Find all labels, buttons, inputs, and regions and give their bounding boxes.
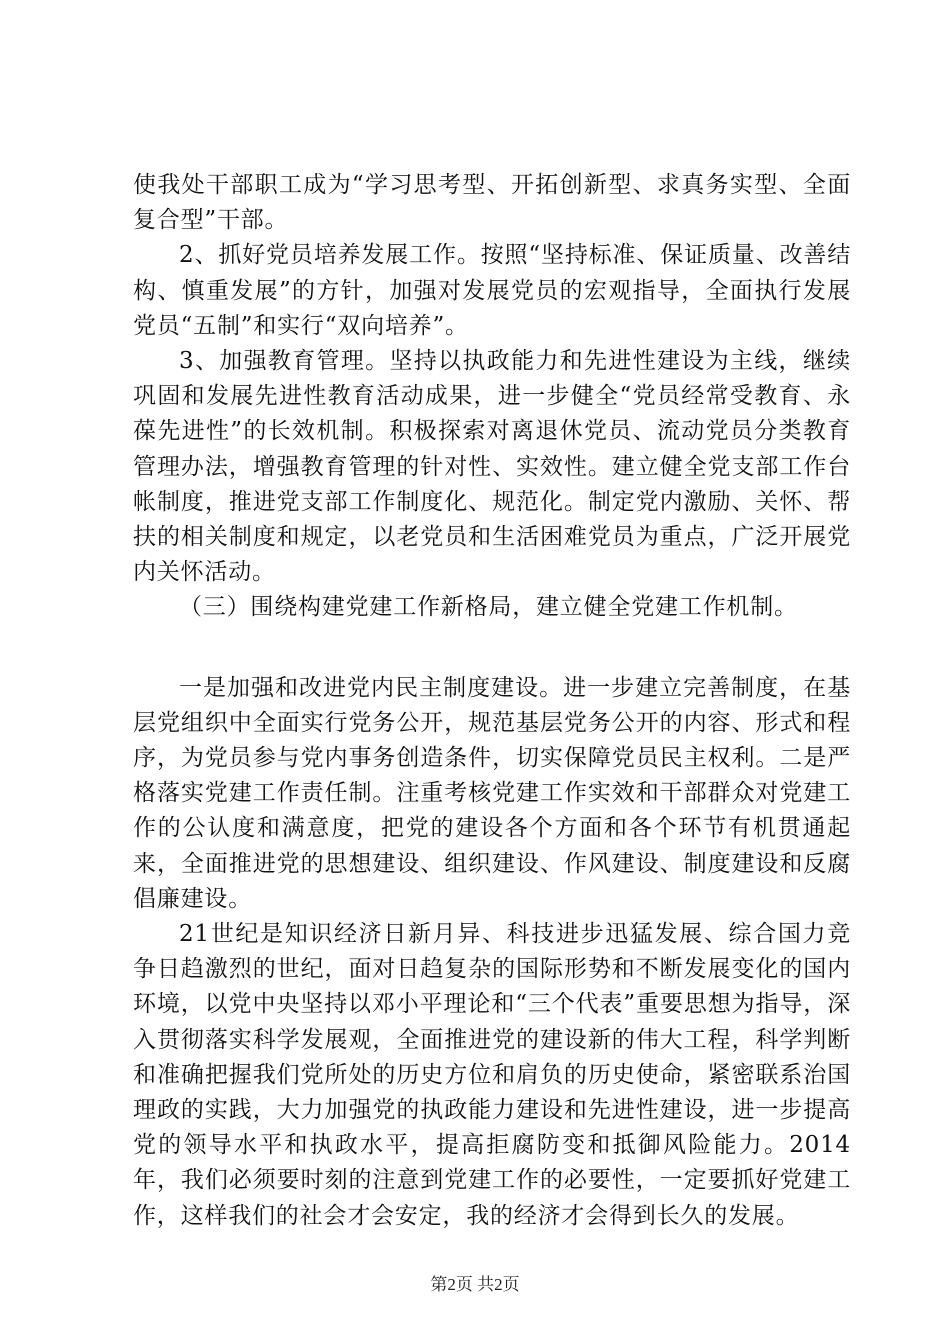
paragraph-item-2: 2、抓好党员培养发展工作。按照“坚持标准、保证质量、改善结构、慎重发展”的方针，加强对发展党员的宏观指导，全面执行发展党员“五制”和实行“双向培养”。: [133, 242, 851, 339]
page-footer: 第2页 共2页: [430, 1275, 520, 1294]
section-heading-3: （三）围绕构建党建工作新格局，建立健全党建工作机制。: [179, 594, 798, 621]
paragraph-conclusion: 21世纪是知识经济日新月异、科技进步迅猛发展、综合国力竞争日趋激烈的世纪，面对日趋复杂的国际形势和不断发展变化的国内环境，以党中央坚持以邓小平理论和“三个代表”重要思想为指导，深入贯彻落实科学发展观，全面推进党的建设新的伟大工程，科学判断和准确把握我们党所处的历史方位和肩负的历史使命，紧密联系治国理政的实践，大力加强党的执政能力建设和先进性建设，进一步提高党的领导水平和执政水平，提高拒腐防变和抵御风险能力。2014年，我们必须要时刻的注意到党建工作的必要性，一定要抓好党建工作，这样我们的社会才会安定，我的经济才会得到长久的发展。: [133, 921, 851, 1229]
document-body: [133, 168, 851, 1234]
paragraph-continuation: 使我处干部职工成为“学习思考型、开拓创新型、求真务实型、全面复合型”干部。: [133, 172, 851, 234]
paragraph-item-3: 3、加强教育管理。坚持以执政能力和先进性建设为主线，继续巩固和发展先进性教育活动成果，进一步健全“党员经常受教育、永葆先进性”的长效机制。积极探索对离退休党员、流动党员分类教育管理办法，增强教育管理的针对性、实效性。建立健全党支部工作台帐制度，推进党支部工作制度化、规范化。制定党内激励、关怀、帮扶的相关制度和规定，以老党员和生活困难党员为重点，广泛开展党内关怀活动。: [133, 348, 851, 586]
paragraph-democracy: 一是加强和改进党内民主制度建设。进一步建立完善制度，在基层党组织中全面实行党务公开，规范基层党务公开的内容、形式和程序，为党员参与党内事务创造条件，切实保障党员民主权利。二是严格落实党建工作责任制。注重考核党建工作实效和干部群众对党建工作的公认度和满意度，把党的建设各个方面和各个环节有机贯通起来，全面推进党的思想建设、组织建设、作风建设、制度建设和反腐倡廉建设。: [133, 674, 851, 912]
